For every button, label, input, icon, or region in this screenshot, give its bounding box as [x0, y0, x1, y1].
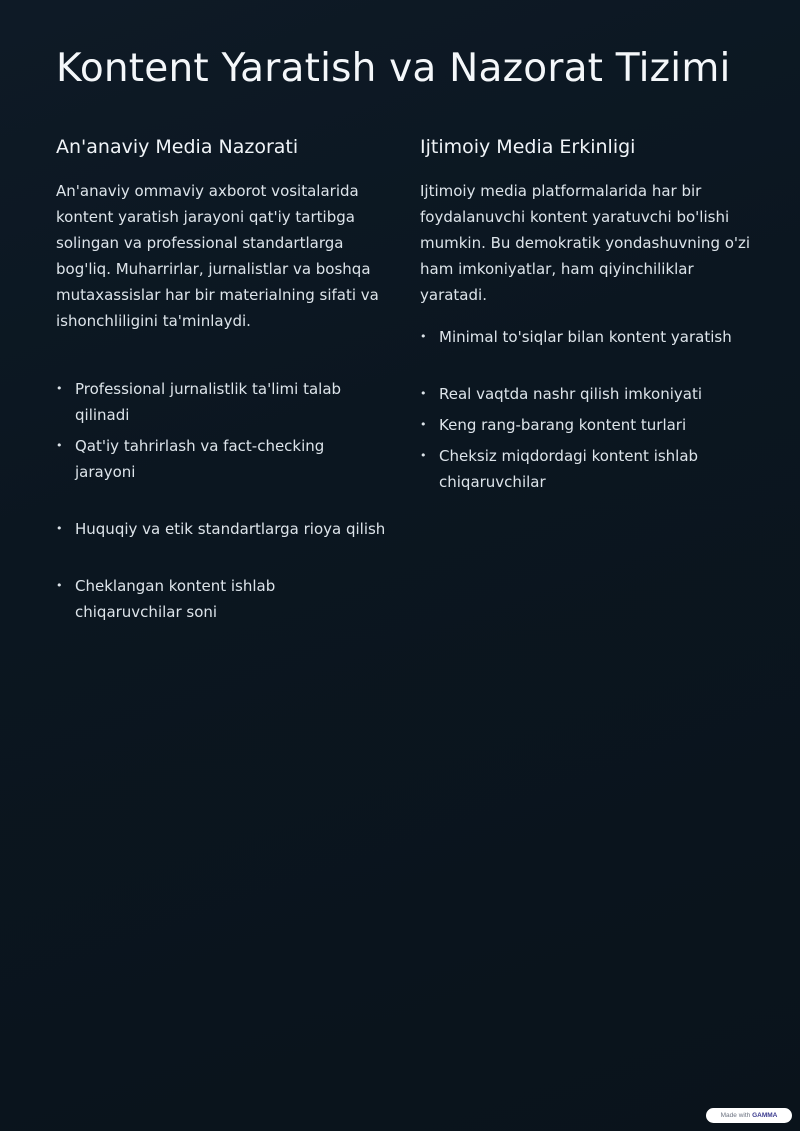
badge-prefix: Made with [720, 1112, 751, 1119]
list-item: • Cheksiz miqdordagi kontent ishlab chiqaruvchilar [420, 443, 760, 495]
list-item: • Qat'iy tahrirlash va fact-checking jarayoni [56, 433, 386, 485]
social-media-description: Ijtimoiy media platformalarida har bir foydalanuvchi kontent yaratuvchi bo'lishi mumkin. Bu demokratik yondashuvning o'zi ham imkoniyatlar, ham qiyinchiliklar yaratadi. [420, 182, 751, 304]
social-media-heading: Ijtimoiy Media Erkinligi [420, 136, 636, 158]
traditional-media-list [56, 376, 386, 625]
gamma-logo: GAMMA [752, 1112, 778, 1119]
list-item: • Professional jurnalistlik ta'limi talab qilinadi [56, 376, 386, 428]
list-item: • Cheklangan kontent ishlab chiqaruvchilar soni [56, 573, 386, 625]
social-media-list [420, 324, 760, 495]
made-with-gamma-badge[interactable] [706, 1108, 792, 1123]
page-title: Kontent Yaratish va Nazorat Tizimi [56, 46, 731, 91]
list-item: • Huquqiy va etik standartlarga rioya qilish [56, 516, 386, 542]
social-media-column [420, 134, 760, 500]
traditional-media-heading: An'anaviy Media Nazorati [56, 136, 299, 158]
traditional-media-description: An'anaviy ommaviy axborot vositalarida kontent yaratish jarayoni qat'iy tartibga solingan va professional standartlarga bog'liq. Muharrirlar, jurnalistlar va boshqa mutaxassislar har bir materialning sifati va ishonchliligini ta'minlaydi. [56, 182, 379, 330]
traditional-media-column [56, 134, 386, 630]
list-item: • Minimal to'siqlar bilan kontent yaratish [420, 324, 760, 350]
list-item: • Keng rang-barang kontent turlari [420, 412, 760, 438]
list-item: • Real vaqtda nashr qilish imkoniyati [420, 381, 760, 407]
